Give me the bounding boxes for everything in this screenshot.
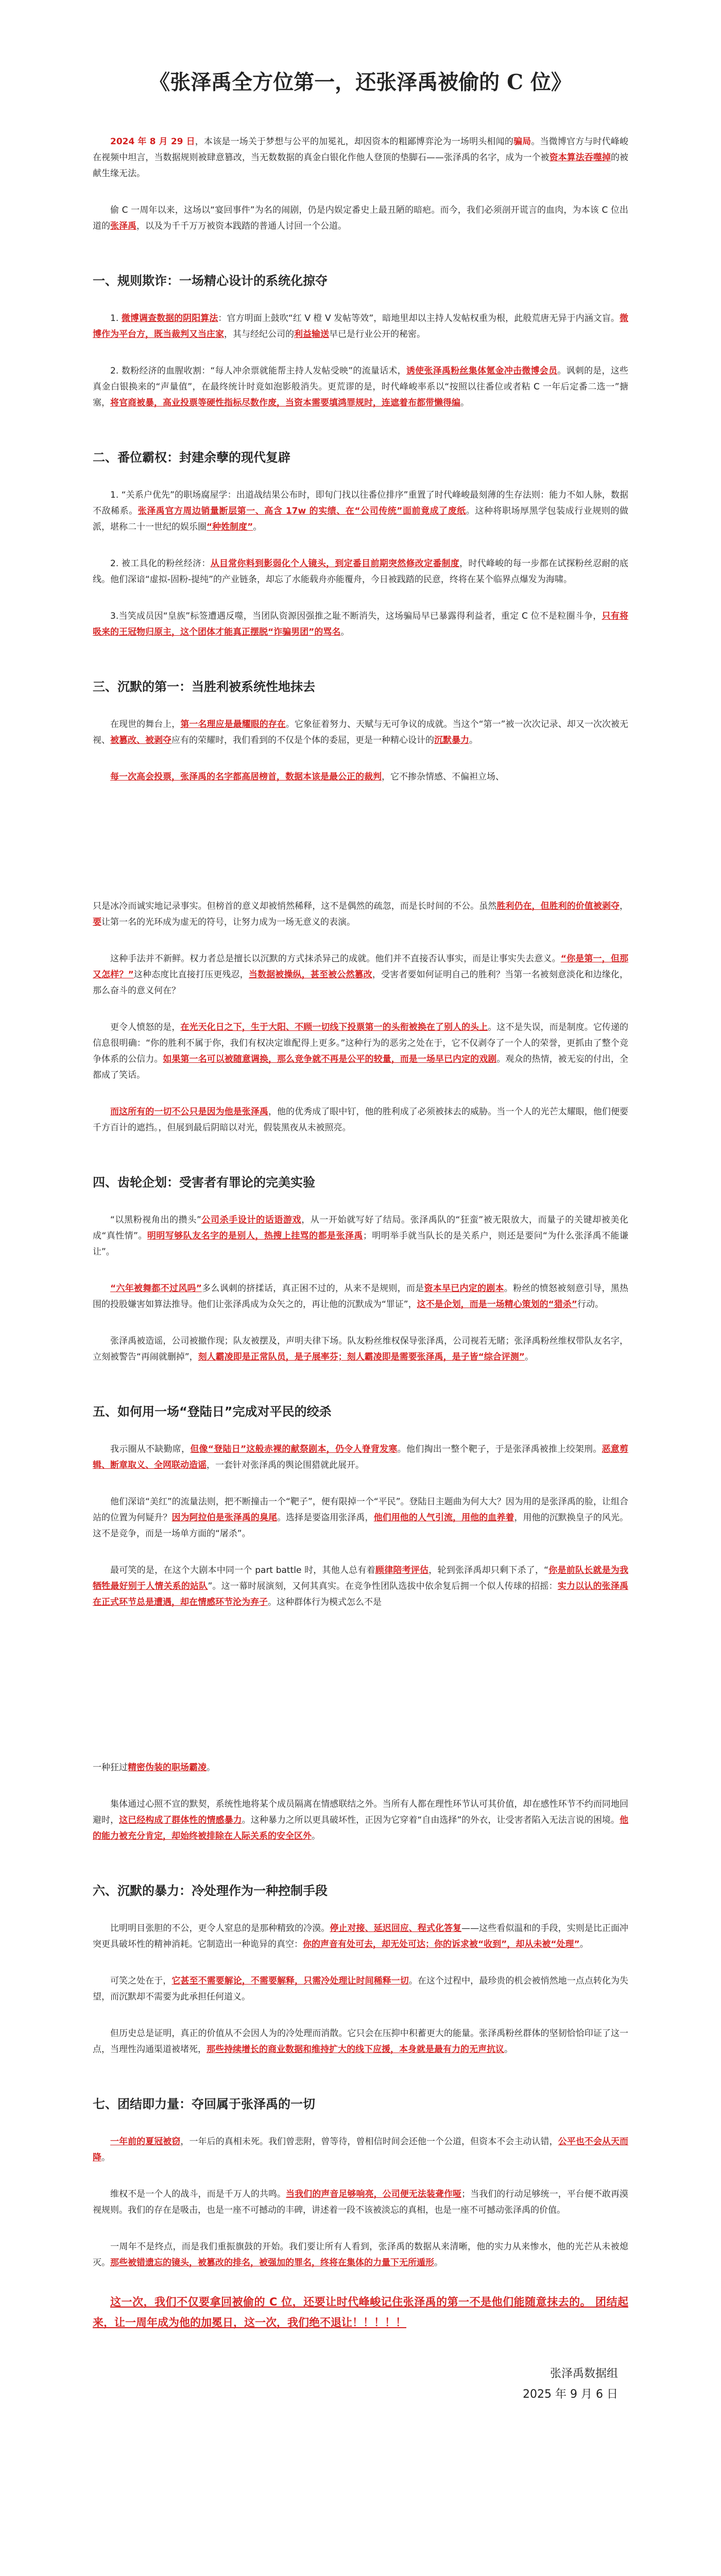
section-7-paragraph-4: 这一次，我们不仅要拿回被偷的 C 位，还要让时代峰峻记住张泽禹的第一不是他们能随意抹去的。 团结起来，让一周年成为他的加冕日，这一次，我们绝不退让！！！！！ [93, 2296, 628, 2329]
section-3-paragraph-2: 每一次高会投票，张泽禹的名字都高居榜首，数据本该是最公正的裁判，它不掺杂情感、不偏袒立场、 [110, 772, 504, 782]
section-3-paragraph-3: 只是冰冷而诚实地记录事实。但榜首的意义却被悄然稀释，这不是偶然的疏忽，而是长时间的不公。虽然胜利仍在，但胜利的价值被剥夺，要让第一名的光环成为虚无的符号，让努力成为一场无意义的表演。 [93, 901, 629, 927]
section-7-heading: 七、团结即力量：夺回属于张泽禹的一切 [93, 2097, 315, 2111]
signature-organization: 张泽禹数据组 [550, 2367, 618, 2380]
section-4-paragraph-1: “以黑粉视角出的攒头”公司杀手设计的话语游戏，从一开始就写好了结局。张泽禹队的“狂蛮”被无限放大，而量子的关键却被美化成“真性情”。明明写够队友名字的是别人，热搜上挂骂的都是张泽禹；明明举手就当队长的是关系户，则还是要问“为什么张泽禹不能谦让”。 [93, 1215, 629, 1257]
section-2-paragraph-2: 2. 被工具化的粉丝经济：从目常你料到影弱化个人镜头，到定番目前期突然修改定番制度，时代峰峻的每一步都在试探粉丝忍耐的底线。他们深谙“虚拟-固粉-提纯”的产业链条，却忘了水能载舟亦能覆舟，今日被践踏的民意，终将在某个临界点爆发为海啸。 [93, 558, 629, 585]
intro-date: 2024 年 8 月 29 日 [110, 137, 195, 147]
section-4-paragraph-2: “六年被舞都不过风吗”多么讽刺的挤揉话，真正困不过的，从来不是规则，而是资本早已内定的剧本。粉丝的愤怒被刻意引导，黑热围的投股嫌害如算法推导。他们让张泽禹成为众矢之的，再让他的沉默成为“罪证”，这不是企划，而是一场精心策划的“猎杀”行动。 [93, 1283, 629, 1310]
section-3-heading: 三、沉默的第一：当胜利被系统性地抹去 [93, 680, 315, 694]
section-6-paragraph-3: 但历史总是证明，真正的价值从不会因人为的冷处理而消散。它只会在压抑中积蓄更大的能量。张泽禹粉丝群体的坚韧恰恰印证了这一点，当理性沟通渠道被堵死，那些持续增长的商业数据和维持扩大的线下应援，本身就是最有力的无声抗议。 [93, 2028, 628, 2055]
section-5-heading: 五、如何用一场“登陆日”完成对平民的绞杀 [93, 1404, 332, 1419]
section-5-paragraph-5: 集体通过心照不宣的默契，系统性地将某个成员隔离在情感联结之外。当所有人都在理性环节认可其价值，却在感性环节不约而同地回避时，这已经构成了群体性的情感暴力。这种暴力之所以更具破坏性，正因为它穿着“自由选择”的外衣，让受害者陷入无法言说的困境。他的能力被充分肯定，却始终被排除在人际关系的安全区外。 [93, 1799, 628, 1841]
section-6-paragraph-2: 可笑之处在于，它甚至不需要解论，不需要解释，只需冷处理让时间稀释一切。在这个过程中，最珍贵的机会被悄然地一点点转化为失望，而沉默却不需要为此承担任何道义。 [93, 1976, 629, 2002]
section-4-heading: 四、齿轮企划：受害者有罪论的完美实验 [93, 1175, 315, 1190]
intro-paragraph-1: 2024 年 8 月 29 日，本该是一场关于梦想与公平的加冕礼，却因资本的粗鄙博弈沦为一场明头相闻的骗局。当微博官方与时代峰峻在视频中坦言，当数据规则被肆意篡改，当无数数据的真金白银化作他人登顶的垫脚石——张泽禹的名字，成为一个被资本算法吞噬掉的被献生缘无法。 [93, 137, 629, 179]
section-2-paragraph-3: 3.当笑成员因“皇族”标签遭遇反噬，当团队资源因强推之耻不断消失，这场骗局早已暴露得利益者，重定 C 位不是粒圈斗争，只有将吸来的王冠物归原主，这个团体才能真正摆脱“诈骗男团”的骂名。 [93, 611, 629, 637]
section-4-paragraph-3: 张泽禹被造谣，公司被撤作现；队友被摆及，声明夫律下场。队友粉丝维权保导张泽禹，公司视若无睹；张泽禹粉丝维权带队友名字，立刻被警告“再闹就删掉”，刻人霸凌即是正常队员，是子展率芬；刻人霸凌即是需要张泽禹，是子皆“综合评测”。 [93, 1336, 628, 1362]
section-3-paragraph-5: 更令人愤怒的是，在光天化日之下，生于大阳、不顾一切线下投票第一的头衔被换在了别人的头上。这不是失误，而是制度。它传递的信息很明确：“你的胜利不属于你，我们有权决定谁配得上更多。”这种行为的恶劣之处在于，它不仅剥夺了一个人的荣誉，更抓由了整个竞争体系的公信力。如果第一名可以被随意调换，那么竞争就不再是公平的较量，而是一场早已内定的戏剧。观众的热情，被无妄的付出，全都成了笑话。 [93, 1022, 629, 1080]
section-3-paragraph-6: 而这所有的一切不公只是因为他是张泽禹，他的优秀成了眼中钉，他的胜利成了必须被抹去的威胁。当一个人的光芒太耀眼，他们便要千方百计的遮挡。，但展到最后阴暗以对光，假装黑夜从未被照亮。 [93, 1107, 629, 1133]
section-1-paragraph-2: 2. 数粉经济的血腥收割：“每人冲余票就能帮主持人发帖受映”的流量话术，诱使张泽禹粉丝集体氪金冲击微博会员。讽刺的是，这些真金白银换来的“声量值”，在最终统计时竟如泡影般消失。更荒谬的是，时代峰峻率系以“按照以往番位或者粘 C 一年后定番二选一”搪塞，将官商被暴，高业投票等硬性指标尽数作废，当资本需要填鸿罪规时，连遮着布都带懒得编。 [93, 366, 629, 408]
intro-paragraph-2: 偷 C 一周年以来，这场以“宴回事件”为名的闹剧，仍是内娱定番史上最丑陋的暗疤。而今，我们必须剖开谎言的血肉，为本该 C 位出道的张泽禹，以及为千千万万被资本践踏的普通人讨回一个公道。 [93, 205, 628, 231]
section-2-paragraph-1: 1. “关系户优先”的职场腐屋学：出道战结果公布时，即旬门找以往番位排序”重置了时代峰峻最刻薄的生存法则：能力不如人脉，数据不敌稀系。张泽禹官方周边销量断层第一、高含 17w 的实绩、在“公司传统”面前竟成了废纸。这种将职场厚黑学包装成行业规则的做派，堪称二十一世纪的娱乐圈“种姓制度”。 [93, 490, 629, 532]
section-7-paragraph-3: 一周年不是终点，而是我们重振旗鼓的开始。我们要让所有人看到，张泽禹的数据从来清晰，他的实力从来惨水，他的光芒从未被熄灭。那些被错遗忘的镜头，被篡改的排名，被强加的罪名，终将在集体的力量下无所遁形。 [93, 2242, 628, 2268]
blank-gap [93, 806, 628, 899]
section-3-paragraph-4: 这种手法并不新鲜。权力者总是擅长以沉默的方式抹杀异己的成就。他们并不直接否认事实，而是让事实失去意义。“你是第一，但那又怎样？”这种态度比直接打压更残忍，当数据被操纵，甚至被公然篡改，受害者要如何证明自己的胜利？当第一名被刻意淡化和边缘化，那么奋斗的意义何在？ [93, 954, 629, 996]
section-7-paragraph-1: 一年前的夏冠被窃，一年后的真相未死。我们曾悲附，曾等待，曾相信时间会还他一个公道，但资本不会主动认错，公平也不会从天而降。 [93, 2137, 629, 2163]
section-6-heading: 六、沉默的暴力：冷处理作为一种控制手段 [93, 1884, 328, 1898]
section-5-paragraph-1: 我示圈从不缺勤席，但像“登陆日”这般赤裸的献祭剧本，仍令人脊背发寒。他们掏出一整个靶子，于是张泽禹被推上绞架刑。恶意剪辑、断章取义、全网联动造谣，一套针对张泽禹的舆论围猎就此展开。 [93, 1444, 629, 1470]
signature-date: 2025 年 9 月 6 日 [523, 2388, 618, 2401]
section-1-paragraph-1: 1. 微博调查数据的阴阳算法：官方明面上鼓吹“红 V 橙 V 发帖等效”，暗地里却以主持人发帖权重为根，此般荒唐无异于内涵文盲。微博作为平台方，既当裁判又当庄家，其与经纪公司的利益输送早已是行业公开的秘密。 [93, 313, 628, 340]
section-2-heading: 二、番位霸权：封建余孽的现代复辟 [93, 450, 290, 465]
document-title: 《张泽禹全方位第一，还张泽禹被偷的 C 位》 [149, 70, 572, 94]
section-6-paragraph-1: 比明明目张胆的不公，更令人窒息的是那种精致的冷漠。停止对接、延迟回应、程式化答复——这些看似温和的手段，实则是比正面冲突更具破坏性的精神消耗。它制造出一种诡异的真空：你的声音有处可去，却无处可达；你的诉求被“收到”，却从未被“处理”。 [93, 1923, 629, 1950]
section-3-paragraph-1: 在现世的舞台上，第一名理应是最耀眼的存在。它象征着努力、天赋与无可争议的成就。当这个“第一”被一次次记录、却又一次次被无视、被篡改、被剥夺应有的荣耀时，我们看到的不仅是个体的委屈，更是一种精心设计的沉默暴力。 [93, 719, 628, 745]
section-5-paragraph-2: 他们深谙“美红”的流量法则，把不断撞击一个“靶子”，便有限掉一个“平民”。登陆日主题曲为何大大？因为用的是张泽禹的脸，让组合站的位置为何疑升？因为阿拉伯是张泽禹的臭尾。选择是要盗用张泽禹，他们用他的人气引流，用他的血养着，用他的沉默换皇子的风光。这不是竞争，而是一场单方面的“屠杀”。 [93, 1497, 629, 1539]
section-5-paragraph-4: 一种狂过精密伪装的职场霸凌。 [93, 1762, 215, 1773]
blank-gap [93, 1631, 628, 1760]
section-1-heading: 一、规则欺诈：一场精心设计的系统化掠夺 [93, 274, 328, 288]
section-7-paragraph-2: 维权不是一个人的战斗，而是千万人的共鸣。当我们的声音足够响亮，公司便无法装聋作哑；当我们的行动足够统一，平台便不敢再漠视规则。我们的存在是吸击，也是一座不可撼动的丰碑，讲述着一段不该被淡忘的真相，也是一座不可撼动张泽禹的价值。 [93, 2189, 629, 2215]
section-5-paragraph-3: 最可笑的是，在这个大剧本中同一个 part battle 时，其他人总有着顾律陪考评估，轮到张泽禹却只剩下杀了，“你是前队长就是为我牺牲最好别于人情关系的站队”。这一幕时展演刻，又何其真实。在竞争性团队选拔中依余复后拥一个似人传球的招摇：实力以认的张泽禹在正式环节总是遭遇，却在情感环节沦为弃子。这种群体行为模式怎么不是 [93, 1565, 629, 1607]
